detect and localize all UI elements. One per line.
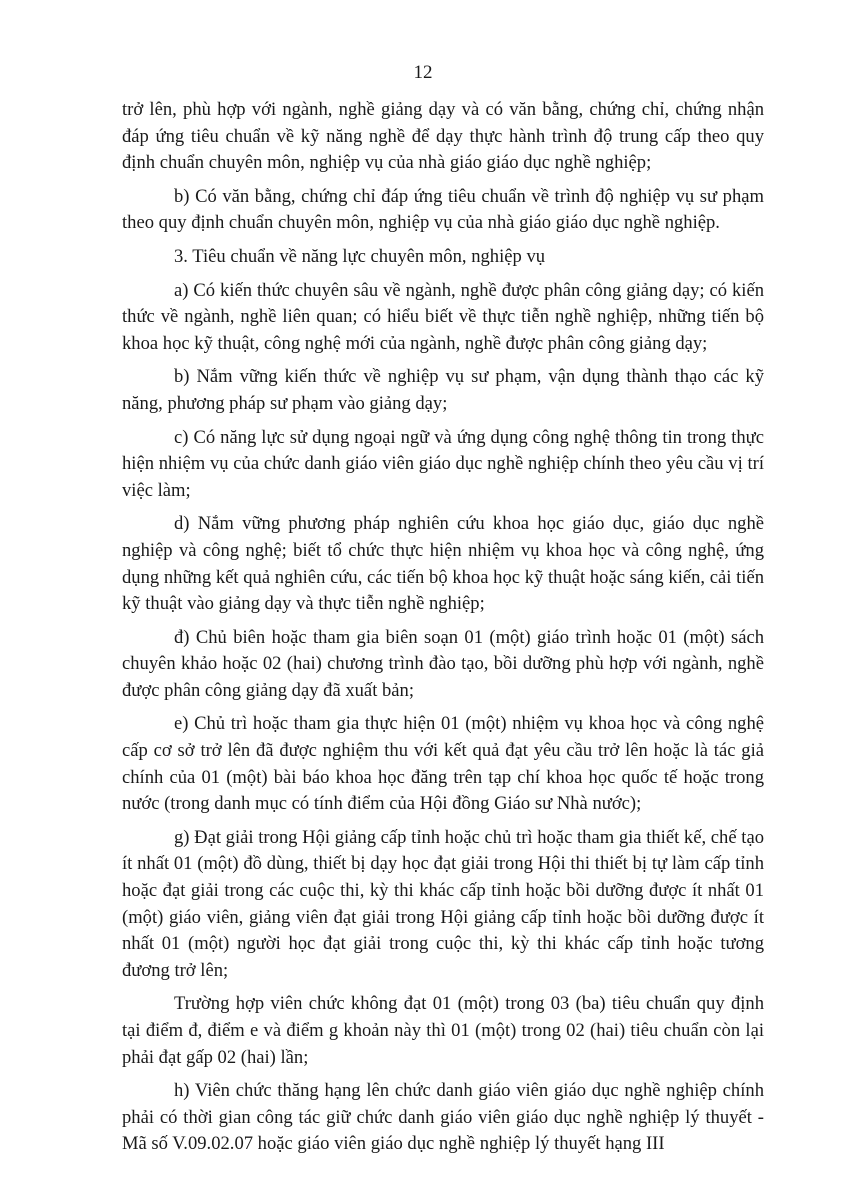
paragraph-a-knowledge: a) Có kiến thức chuyên sâu về ngành, nghề được phân công giảng dạy; có kiến thức về ngành, nghề liên quan; có hiểu biết về thực tiễn nghề nghiệp, những tiến bộ khoa học kỹ thuật, công nghệ mới của ngành, nghề được phân công giảng dạy; (122, 279, 764, 354)
paragraph-c-language-it: c) Có năng lực sử dụng ngoại ngữ và ứng dụng công nghệ thông tin trong thực hiện nhiệm vụ của chức danh giáo viên giáo dục nghề nghiệp chính theo yêu cầu vị trí việc làm; (122, 426, 764, 501)
section-3-heading: 3. Tiêu chuẩn về năng lực chuyên môn, nghiệp vụ (174, 245, 546, 267)
document-body (122, 97, 764, 1165)
paragraph-d-research: d) Nắm vững phương pháp nghiên cứu khoa học giáo dục, giáo dục nghề nghiệp và công nghệ; biết tổ chức thực hiện nhiệm vụ khoa học và công nghệ, ứng dụng những kết quả nghiên cứu, các tiến bộ khoa học kỹ thuật hoặc sáng kiến, cải tiến kỹ thuật vào giảng dạy và thực tiễn nghề nghiệp; (122, 513, 764, 615)
paragraph-h-promotion: h) Viên chức thăng hạng lên chức danh giáo viên giáo dục nghề nghiệp chính phải có thời gian công tác giữ chức danh giáo viên giáo dục nghề nghiệp lý thuyết - Mã số V.09.02.07 hoặc giáo viên giáo dục nghề nghiệp lý thuyết hạng III (122, 1080, 764, 1155)
paragraph-b-pedagogy-skills: b) Nắm vững kiến thức về nghiệp vụ sư phạm, vận dụng thành thạo các kỹ năng, phương pháp sư phạm vào giảng dạy; (122, 366, 764, 414)
page-number: 12 (413, 62, 433, 83)
paragraph-g-award: g) Đạt giải trong Hội giảng cấp tỉnh hoặc chủ trì hoặc tham gia thiết kế, chế tạo ít nhất 01 (một) đồ dùng, thiết bị dạy học đạt giải trong Hội thi thiết bị tự làm cấp tỉnh hoặc đạt giải trong các cuộc thi, kỳ thi khác cấp tỉnh hoặc bồi dưỡng được ít nhất 01 (một) giáo viên, giảng viên đạt giải trong Hội giảng cấp tỉnh hoặc bồi dưỡng được ít nhất 01 (một) người học đạt giải trong cuộc thi, kỳ thi khác cấp tỉnh hoặc tương đương trở lên; (122, 826, 764, 981)
paragraph-b-pedagogy-certificate: b) Có văn bằng, chứng chỉ đáp ứng tiêu chuẩn về trình độ nghiệp vụ sư phạm theo quy định chuẩn chuyên môn, nghiệp vụ của nhà giáo giáo dục nghề nghiệp. (122, 185, 764, 234)
paragraph-e-science-task: e) Chủ trì hoặc tham gia thực hiện 01 (một) nhiệm vụ khoa học và công nghệ cấp cơ sở trở lên đã được nghiệm thu với kết quả đạt yêu cầu trở lên hoặc là tác giả chính của 01 (một) bài báo khoa học đăng trên tạp chí khoa học quốc tế hoặc trong nước (trong danh mục có tính điểm của Hội đồng Giáo sư Nhà nước); (122, 713, 764, 815)
paragraph-exception: Trường hợp viên chức không đạt 01 (một) trong 03 (ba) tiêu chuẩn quy định tại điểm đ, điểm e và điểm g khoản này thì 01 (một) trong 02 (hai) tiêu chuẩn còn lại phải đạt gấp 02 (hai) lần; (122, 993, 764, 1068)
paragraph-continuation: trở lên, phù hợp với ngành, nghề giảng dạy và có văn bằng, chứng chỉ, chứng nhận đáp ứng tiêu chuẩn về kỹ năng nghề để dạy thực hành trình độ trung cấp theo quy định chuẩn chuyên môn, nghiệp vụ của nhà giáo giáo dục nghề nghiệp; (122, 99, 764, 174)
paragraph-dd-textbook: đ) Chủ biên hoặc tham gia biên soạn 01 (một) giáo trình hoặc 01 (một) sách chuyên khảo hoặc 02 (hai) chương trình đào tạo, bồi dưỡng phù hợp với ngành, nghề được phân công giảng dạy đã xuất bản; (122, 626, 764, 701)
